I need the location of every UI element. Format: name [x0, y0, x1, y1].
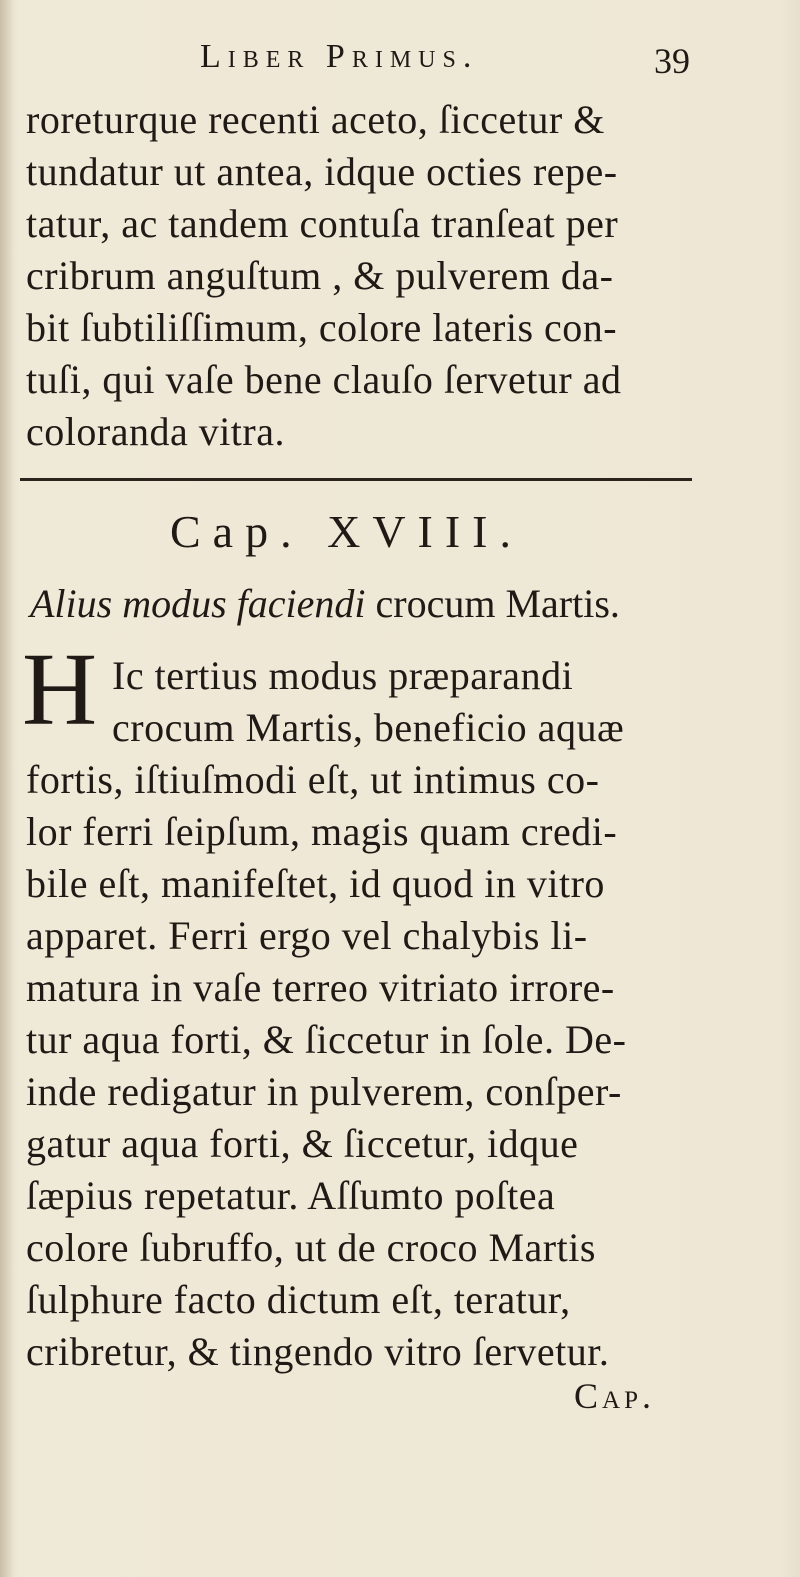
- text-line: tuſi, qui vaſe bene clauſo ſervetur ad: [26, 357, 622, 402]
- text-line: Ic tertius modus præparandi: [112, 653, 574, 698]
- text-line: lor ferri ſeipſum, magis quam credi-: [26, 809, 618, 854]
- text-line: bile eſt, manifeſtet, id quod in vitro: [26, 861, 605, 906]
- chapter-subheading: [30, 580, 620, 627]
- chapter-heading: Cap. XVIII.: [170, 506, 523, 557]
- text-line: coloranda vitra.: [26, 409, 285, 454]
- text-line: apparet. Ferri ergo vel chalybis li-: [26, 913, 588, 958]
- text-line: matura in vaſe terreo vitriato irrore-: [26, 965, 615, 1010]
- text-line: roreturque recenti aceto, ſiccetur &: [26, 97, 605, 142]
- spine-shadow: [0, 0, 14, 1577]
- text-line: crocum Martis, beneficio aquæ: [112, 705, 625, 750]
- text-line: colore ſubruffo, ut de croco Martis: [26, 1225, 596, 1270]
- section-divider: [20, 478, 692, 481]
- text-line: ſæpius repetatur. Aſſumto poſtea: [26, 1173, 556, 1218]
- page-number: 39: [654, 41, 690, 81]
- text-line: ſulphure facto dictum eſt, teratur,: [26, 1277, 571, 1322]
- text-line: fortis, iſtiuſmodi eſt, ut intimus co-: [26, 757, 600, 802]
- text-line: tatur, ac tandem contuſa tranſeat per: [26, 201, 619, 246]
- text-line: cribretur, & tingendo vitro ſervetur.: [26, 1329, 610, 1374]
- text-line: cribrum anguſtum , & pulverem da-: [26, 253, 614, 298]
- subheading-roman: crocum Martis.: [375, 581, 620, 626]
- running-title: Liber Primus.: [200, 38, 479, 75]
- text-line: inde redigatur in pulverem, conſper-: [26, 1069, 622, 1114]
- drop-cap: H: [22, 632, 98, 747]
- catchword: Cap.: [574, 1376, 655, 1416]
- text-line: tur aqua forti, & ſiccetur in ſole. De-: [26, 1017, 627, 1062]
- subheading-italic: Alius modus faciendi: [30, 581, 366, 626]
- text-line: tundatur ut antea, idque octies repe-: [26, 149, 618, 194]
- text-line: gatur aqua forti, & ſiccetur, idque: [26, 1121, 579, 1166]
- text-line: bit ſubtiliſſimum, colore lateris con-: [26, 305, 618, 350]
